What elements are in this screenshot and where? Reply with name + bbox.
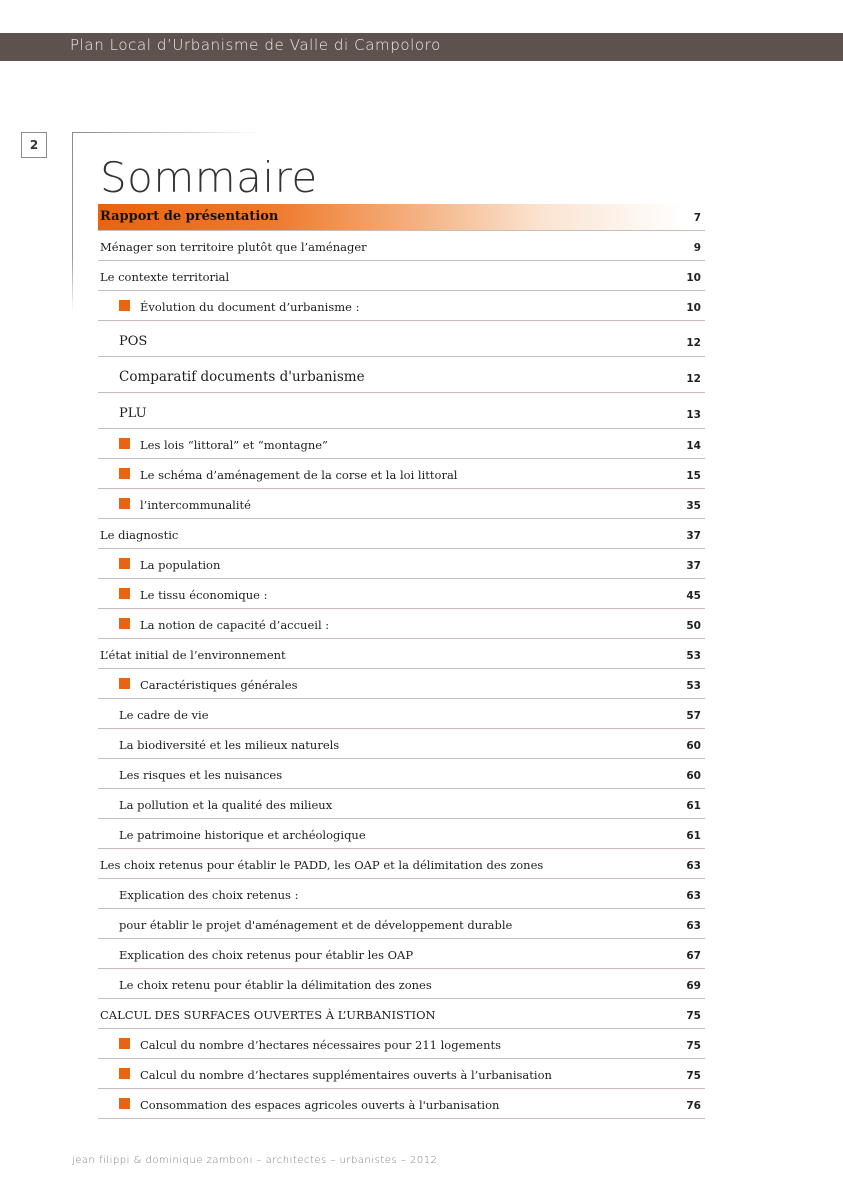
square-bullet-icon: [119, 438, 130, 449]
toc-entry-label: L’état initial de l’environnement: [100, 648, 286, 662]
toc-entry[interactable]: [98, 579, 705, 609]
toc-entry-page-number: 12: [686, 373, 701, 385]
toc-entry[interactable]: [98, 393, 705, 429]
toc-entry-label: Les choix retenus pour établir le PADD, les OAP et la délimitation des zones: [100, 858, 544, 872]
toc-entry[interactable]: [98, 357, 705, 393]
toc-entry-label: Le choix retenu pour établir la délimitation des zones: [119, 978, 432, 992]
toc-entry-page-number: 67: [686, 950, 701, 962]
toc-entry-label: Les risques et les nuisances: [119, 768, 283, 782]
toc-entry-label: Explication des choix retenus pour établir les OAP: [119, 948, 414, 962]
toc-entry[interactable]: [98, 519, 705, 549]
toc-entry-label: Le cadre de vie: [119, 708, 209, 722]
toc-entry-page-number: 75: [686, 1010, 701, 1022]
toc-entry-page-number: 14: [686, 440, 701, 452]
header-bar: [0, 33, 843, 61]
toc-entry[interactable]: [98, 729, 705, 759]
toc-entry-label: Calcul du nombre d’hectares nécessaires pour 211 logements: [140, 1038, 502, 1052]
page-number: 2: [21, 132, 47, 158]
frame-line-top: [72, 132, 262, 133]
toc-entry[interactable]: [98, 969, 705, 999]
toc-entry-label: l’intercommunalité: [140, 498, 251, 512]
toc-entry[interactable]: [98, 639, 705, 669]
toc-entry-page-number: 53: [686, 680, 701, 692]
toc-entry-page-number: 69: [686, 980, 701, 992]
toc-entry-page-number: 37: [686, 530, 701, 542]
toc-entry-label: Les lois “littoral” et “montagne”: [140, 438, 328, 452]
square-bullet-icon: [119, 618, 130, 629]
toc-entry[interactable]: [98, 999, 705, 1029]
square-bullet-icon: [119, 558, 130, 569]
toc-entry[interactable]: [98, 1029, 705, 1059]
toc-entry[interactable]: [98, 202, 705, 231]
toc-entry-label: Évolution du document d’urbanisme :: [140, 300, 360, 314]
toc-entry[interactable]: [98, 609, 705, 639]
toc-entry[interactable]: [98, 699, 705, 729]
toc-entry-label: La pollution et la qualité des milieux: [119, 798, 333, 812]
toc-entry-label: Rapport de présentation: [100, 209, 279, 224]
toc-entry-page-number: 53: [686, 650, 701, 662]
toc-entry-page-number: 76: [686, 1100, 701, 1112]
toc-entry[interactable]: [98, 321, 705, 357]
square-bullet-icon: [119, 1098, 130, 1109]
square-bullet-icon: [119, 300, 130, 311]
toc-entry-label: Le tissu économique :: [140, 588, 268, 602]
square-bullet-icon: [119, 468, 130, 479]
square-bullet-icon: [119, 678, 130, 689]
toc-entry-label: Le patrimoine historique et archéologique: [119, 828, 366, 842]
toc-entry[interactable]: [98, 789, 705, 819]
toc-entry-label: Le diagnostic: [100, 528, 179, 542]
toc-entry[interactable]: [98, 939, 705, 969]
toc-entry[interactable]: [98, 819, 705, 849]
toc-entry-page-number: 10: [686, 272, 701, 284]
toc-entry-page-number: 45: [686, 590, 701, 602]
toc-entry-page-number: 12: [686, 337, 701, 349]
toc-entry-page-number: 9: [693, 242, 701, 254]
toc-entry-page-number: 35: [686, 500, 701, 512]
frame-line-left: [72, 132, 73, 312]
toc-entry[interactable]: [98, 879, 705, 909]
table-of-contents: [98, 202, 705, 1119]
square-bullet-icon: [119, 498, 130, 509]
footer-credits: jean filippi & dominique zamboni – architectes – urbanistes – 2012: [72, 1155, 438, 1166]
toc-entry-label: Caractéristiques générales: [140, 678, 298, 692]
toc-entry[interactable]: [98, 759, 705, 789]
toc-entry[interactable]: [98, 909, 705, 939]
toc-entry-page-number: 10: [686, 302, 701, 314]
toc-entry-page-number: 63: [686, 920, 701, 932]
toc-entry-page-number: 60: [686, 770, 701, 782]
toc-entry-label: La notion de capacité d’accueil :: [140, 618, 330, 632]
toc-entry-page-number: 15: [686, 470, 701, 482]
toc-entry-page-number: 37: [686, 560, 701, 572]
square-bullet-icon: [119, 588, 130, 599]
toc-entry-label: Le schéma d’aménagement de la corse et la loi littoral: [140, 468, 458, 482]
toc-entry-label: Consommation des espaces agricoles ouverts à l'urbanisation: [140, 1098, 500, 1112]
toc-entry-label: Explication des choix retenus :: [119, 888, 299, 902]
toc-entry-page-number: 63: [686, 860, 701, 872]
toc-entry[interactable]: [98, 669, 705, 699]
toc-entry[interactable]: [98, 429, 705, 459]
toc-entry-label: POS: [119, 334, 148, 349]
toc-entry-page-number: 75: [686, 1040, 701, 1052]
toc-entry[interactable]: [98, 1059, 705, 1089]
toc-entry-page-number: 57: [686, 710, 701, 722]
toc-entry-label: Le contexte territorial: [100, 270, 230, 284]
square-bullet-icon: [119, 1038, 130, 1049]
toc-entry-label: PLU: [119, 406, 147, 421]
toc-entry-page-number: 60: [686, 740, 701, 752]
toc-entry[interactable]: [98, 1089, 705, 1119]
toc-entry-page-number: 61: [686, 830, 701, 842]
toc-entry[interactable]: [98, 261, 705, 291]
toc-entry[interactable]: [98, 231, 705, 261]
toc-entry-label: La population: [140, 558, 221, 572]
toc-entry-page-number: 13: [686, 409, 701, 421]
toc-entry[interactable]: [98, 549, 705, 579]
toc-entry[interactable]: [98, 291, 705, 321]
toc-entry-label: pour établir le projet d'aménagement et de développement durable: [119, 918, 513, 932]
toc-entry-label: Ménager son territoire plutôt que l’aménager: [100, 240, 367, 254]
toc-entry[interactable]: [98, 459, 705, 489]
toc-entry-page-number: 7: [693, 212, 701, 224]
toc-entry-label: La biodiversité et les milieux naturels: [119, 738, 340, 752]
page-title: Sommaire: [100, 153, 318, 202]
toc-entry-label: Calcul du nombre d’hectares supplémentaires ouverts à l’urbanisation: [140, 1068, 552, 1082]
toc-entry-page-number: 61: [686, 800, 701, 812]
document-title: Plan Local d’Urbanisme de Valle di Campoloro: [70, 36, 441, 54]
toc-entry-page-number: 50: [686, 620, 701, 632]
toc-entry[interactable]: [98, 489, 705, 519]
toc-entry[interactable]: [98, 849, 705, 879]
toc-entry-page-number: 63: [686, 890, 701, 902]
toc-entry-label: Comparatif documents d'urbanisme: [119, 369, 365, 385]
toc-entry-page-number: 75: [686, 1070, 701, 1082]
toc-entry-label: CALCUL DES SURFACES OUVERTES À L’URBANISTION: [100, 1008, 436, 1022]
square-bullet-icon: [119, 1068, 130, 1079]
